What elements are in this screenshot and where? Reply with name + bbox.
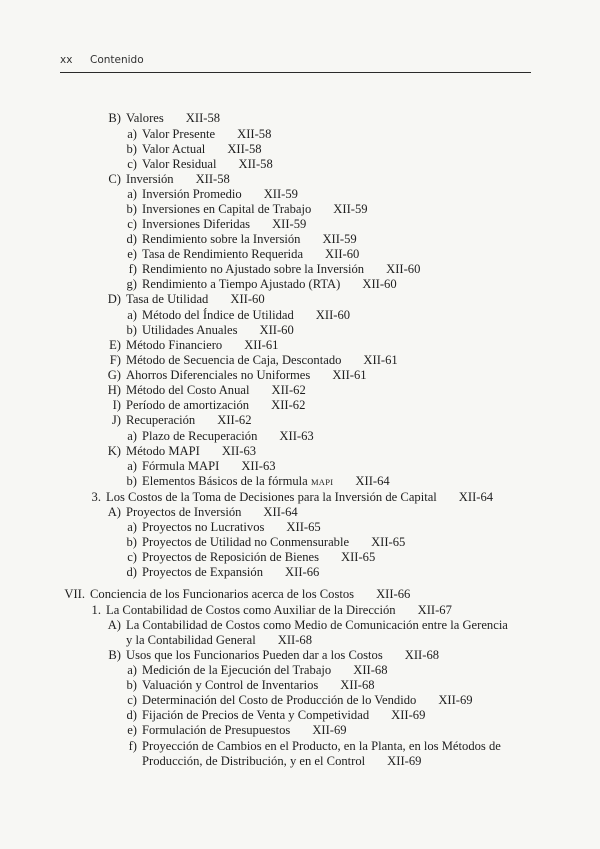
header-rule — [60, 72, 531, 73]
toc-entry-marker: b) — [126, 474, 137, 488]
toc-entry-marker: a) — [127, 459, 137, 473]
toc-entry-page: XII-59 — [263, 187, 298, 201]
toc-entry-title: Usos que los Funcionarios Pueden dar a los Costos — [126, 648, 383, 662]
toc-entry-page: XII-69 — [391, 708, 426, 722]
toc-entry-title: Método del Costo Anual — [126, 383, 250, 397]
toc-entry-plazo-recuperacion — [127, 428, 314, 444]
header-section-title: Contenido — [90, 54, 144, 66]
toc-entry-page: XII-58 — [237, 127, 272, 141]
toc-entry-proyectos-expansion — [126, 564, 320, 580]
toc-entry-marker: f) — [128, 739, 137, 753]
toc-entry-title: Tasa de Utilidad — [126, 292, 209, 306]
toc-entry-marker: a) — [127, 127, 137, 141]
toc-entry-valor-presente — [127, 126, 272, 142]
toc-entry-title: Proyectos no Lucrativos — [142, 520, 265, 534]
toc-entry-elementos-basicos-mapi — [126, 473, 390, 489]
toc-entry-title: Proyectos de Inversión — [126, 505, 242, 519]
toc-entry-page: XII-69 — [438, 693, 473, 707]
toc-entry-utilidades-anuales — [126, 322, 294, 338]
toc-entry-page: XII-66 — [376, 587, 411, 601]
toc-entry-tasa-rendimiento-requerida — [127, 246, 360, 262]
toc-entry-metodo-mapi — [107, 443, 257, 459]
toc-entry-title: Los Costos de la Toma de Decisiones para la Inversión de Capital — [106, 490, 437, 504]
toc-entry-page: XII-64 — [458, 490, 494, 504]
toc-entry-medicion-ejecucion — [127, 662, 388, 678]
toc-entry-title: Determinación del Costo de Producción de lo Vendido — [142, 693, 417, 707]
toc-entry-conciencia-funcionarios — [64, 586, 411, 602]
toc-entry-page: XII-58 — [227, 142, 262, 156]
toc-entry-marker: b) — [126, 142, 137, 156]
toc-entry-marker: a) — [127, 187, 137, 201]
toc-entry-title: Utilidades Anuales — [142, 323, 238, 337]
toc-entry-marker: C) — [108, 172, 121, 186]
toc-entry-marker: VII. — [64, 587, 85, 601]
toc-entry-proyeccion-cambios — [128, 738, 501, 754]
toc-entry-page: XII-68 — [353, 663, 388, 677]
toc-entry-marker: A) — [107, 505, 121, 519]
toc-entry-title: Rendimiento sobre la Inversión — [142, 232, 301, 246]
toc-entry-marker: e) — [127, 247, 137, 261]
toc-entry-title: Período de amortización — [126, 398, 250, 412]
toc-entry-page: XII-60 — [386, 262, 421, 276]
toc-entry-title: Inversión — [126, 172, 174, 186]
toc-entry-marker: a) — [127, 663, 137, 677]
toc-entry-page: XII-62 — [271, 383, 306, 397]
toc-entry-title: Inversiones Diferidas — [142, 217, 251, 231]
toc-entry-page: XII-58 — [238, 157, 273, 171]
toc-entry-page: XII-61 — [363, 353, 398, 367]
toc-entry-proyeccion-cambios-cont — [142, 753, 421, 769]
toc-entry-title: Método de Secuencia de Caja, Descontado — [126, 353, 342, 367]
toc-entry-title: Valor Residual — [142, 157, 217, 171]
toc-entry-metodo-costo-anual — [107, 382, 306, 398]
toc-entry-title: y la Contabilidad General — [126, 633, 256, 647]
toc-entry-title: Valores — [126, 111, 164, 125]
toc-entry-title: Fórmula MAPI — [142, 459, 220, 473]
toc-entry-page: XII-67 — [417, 603, 452, 617]
toc-entry-page: XII-59 — [322, 232, 357, 246]
toc-entry-marker: c) — [127, 217, 137, 231]
toc-entry-title: Elementos Básicos de la fórmula — [142, 474, 308, 488]
toc-entry-page: XII-63 — [221, 444, 257, 458]
toc-entry-usos-funcionarios — [108, 647, 440, 663]
toc-entry-marker: 1. — [91, 603, 101, 617]
toc-entry-marker: b) — [126, 678, 137, 692]
toc-entry-recuperacion — [111, 412, 252, 428]
toc-entry-title: Fijación de Precios de Venta y Competividad — [142, 708, 370, 722]
toc-entry-page: XII-66 — [285, 565, 320, 579]
toc-entry-title: Valuación y Control de Inventarios — [142, 678, 319, 692]
toc-entry-page: XII-60 — [362, 277, 397, 291]
toc-entry-title: Rendimiento no Ajustado sobre la Inversión — [142, 262, 365, 276]
toc-entry-ahorros-diferenciales — [107, 367, 367, 383]
toc-entry-costos-toma-decisiones — [91, 489, 494, 505]
toc-entry-page: XII-68 — [340, 678, 375, 692]
toc-entry-page: XII-58 — [185, 111, 221, 125]
toc-entry-title: Inversión Promedio — [142, 187, 242, 201]
toc-entry-page: XII-65 — [286, 520, 321, 534]
toc-entry-rendimiento-inversion — [126, 231, 357, 247]
toc-entry-marker: g) — [126, 277, 137, 291]
toc-entry-marker: e) — [127, 723, 137, 737]
toc-entry-page: XII-68 — [404, 648, 440, 662]
toc-entry-page: XII-63 — [241, 459, 276, 473]
toc-entry-page: XII-61 — [244, 338, 279, 352]
toc-entry-marker: A) — [107, 618, 121, 632]
toc-entry-title: La Contabilidad de Costos como Auxiliar de la Dirección — [106, 603, 396, 617]
toc-entry-page: XII-69 — [387, 754, 422, 768]
toc-entry-page: XII-64 — [355, 474, 390, 488]
toc-entry-marker: a) — [127, 308, 137, 322]
toc-entry-title: Plazo de Recuperación — [142, 429, 258, 443]
toc-entry-inversiones-capital-trabajo — [126, 201, 368, 217]
toc-entry-metodo-financiero — [109, 337, 279, 353]
toc-entry-page: XII-62 — [271, 398, 306, 412]
toc-entry-marker: F) — [109, 353, 121, 367]
running-header — [60, 54, 531, 72]
toc-entry-marker: B) — [108, 111, 121, 125]
toc-entry-marker: c) — [127, 693, 137, 707]
toc-entry-marker: f) — [128, 262, 137, 276]
toc-entry-marker: G) — [107, 368, 121, 382]
toc-entry-title: Conciencia de los Funcionarios acerca de los Costos — [90, 587, 355, 601]
toc-entry-marker: 3. — [91, 490, 101, 504]
toc-entry-page: XII-58 — [195, 172, 230, 186]
toc-entry-marker: I) — [112, 398, 121, 412]
toc-entry-title: Método Financiero — [126, 338, 223, 352]
toc-entry-valores — [108, 110, 221, 126]
toc-entry-marker: c) — [127, 157, 137, 171]
toc-entry-determinacion-costo — [127, 692, 473, 708]
toc-entry-title: La Contabilidad de Costos como Medio de Comunicación entre la Gerencia — [126, 618, 508, 632]
toc-entry-title: Valor Presente — [142, 127, 216, 141]
toc-entry-proyectos-utilidad — [126, 534, 406, 550]
toc-entry-marker: H) — [107, 383, 121, 397]
toc-entry-page: XII-65 — [371, 535, 406, 549]
toc-entry-page: XII-60 — [325, 247, 360, 261]
toc-entry-inversion-promedio — [127, 186, 298, 202]
toc-entry-periodo-amortizacion — [112, 397, 306, 413]
toc-entry-title: Proyectos de Utilidad no Conmensurable — [142, 535, 350, 549]
toc-entry-page: XII-68 — [277, 633, 313, 647]
toc-entry-title: Tasa de Rendimiento Requerida — [142, 247, 304, 261]
toc-entry-rendimiento-no-ajustado — [128, 261, 421, 277]
toc-entry-page: XII-63 — [279, 429, 314, 443]
toc-entry-title: Inversiones en Capital de Trabajo — [142, 202, 312, 216]
toc-entry-page: XII-65 — [340, 550, 376, 564]
toc-entry-title: Formulación de Presupuestos — [142, 723, 291, 737]
toc-entry-valuacion-inventarios — [126, 677, 375, 693]
toc-entry-contabilidad-medio-cont — [126, 632, 312, 648]
toc-entry-proyectos-no-lucrativos — [127, 519, 321, 535]
toc-entry-title: Rendimiento a Tiempo Ajustado (RTA) — [142, 277, 341, 291]
toc-entry-page: XII-60 — [315, 308, 351, 322]
toc-entry-tasa-utilidad — [107, 291, 265, 307]
toc-entry-marker: d) — [126, 708, 137, 722]
toc-entry-title: Producción, de Distribución, y en el Control — [142, 754, 366, 768]
toc-entry-page: XII-59 — [272, 217, 307, 231]
toc-entry-formulacion-presupuestos — [127, 722, 347, 738]
toc-entry-title: Ahorros Diferenciales no Uniformes — [126, 368, 311, 382]
toc-entry-formula-mapi — [127, 458, 276, 474]
toc-entry-marker: b) — [126, 535, 137, 549]
toc-entry-title: Recuperación — [126, 413, 196, 427]
toc-entry-inversiones-diferidas — [127, 216, 307, 232]
toc-entry-marker: d) — [126, 565, 137, 579]
toc-entry-page: XII-59 — [333, 202, 368, 216]
toc-entry-metodo-indice-utilidad — [127, 307, 351, 323]
toc-entry-page: XII-60 — [259, 323, 294, 337]
toc-entry-title: Medición de la Ejecución del Trabajo — [142, 663, 332, 677]
toc-entry-marker: b) — [126, 202, 137, 216]
toc-entry-page: XII-62 — [217, 413, 252, 427]
toc-entry-marker: d) — [126, 232, 137, 246]
toc-entry-page: XII-64 — [263, 505, 298, 519]
toc-entry-contabilidad-medio — [107, 617, 508, 633]
toc-entry-marker: b) — [126, 323, 137, 337]
toc-entry-proyectos-inversion — [107, 504, 298, 520]
toc-entry-title: Valor Actual — [142, 142, 206, 156]
toc-entry-contabilidad-auxiliar — [91, 602, 452, 618]
toc-entry-title: Método MAPI — [126, 444, 200, 458]
toc-entry-marker: B) — [108, 648, 121, 662]
toc-entry-proyectos-reposicion — [127, 549, 376, 565]
toc-entry-title: Proyección de Cambios en el Producto, en la Planta, en los Métodos de — [142, 739, 501, 753]
toc-entry-page: XII-69 — [312, 723, 347, 737]
toc-entry-marker: E) — [109, 338, 121, 352]
toc-entry-fijacion-precios — [126, 707, 426, 723]
toc-entry-marker: a) — [127, 429, 137, 443]
toc-entry-marker: D) — [107, 292, 121, 306]
toc-entry-page: XII-60 — [230, 292, 265, 306]
toc-entry-marker: c) — [127, 550, 137, 564]
toc-entry-valor-actual — [126, 141, 262, 157]
toc-entry-rendimiento-tiempo-ajustado — [126, 276, 397, 292]
toc-entry-metodo-secuencia-caja — [109, 352, 398, 368]
toc-entry-inversion — [108, 171, 230, 187]
toc-entry-marker: a) — [127, 520, 137, 534]
toc-entry-title: Proyectos de Expansión — [142, 565, 264, 579]
toc-entry-title: Método del Índice de Utilidad — [142, 308, 294, 322]
toc-entry-page: XII-61 — [332, 368, 367, 382]
toc-entry-marker: K) — [107, 444, 121, 458]
header-page-number: xx — [60, 54, 73, 66]
toc-entry-valor-residual — [127, 156, 273, 172]
toc-entry-smallcaps: MAPI — [310, 477, 334, 487]
toc-entry-marker: J) — [111, 413, 121, 427]
toc-entry-title: Proyectos de Reposición de Bienes — [142, 550, 319, 564]
